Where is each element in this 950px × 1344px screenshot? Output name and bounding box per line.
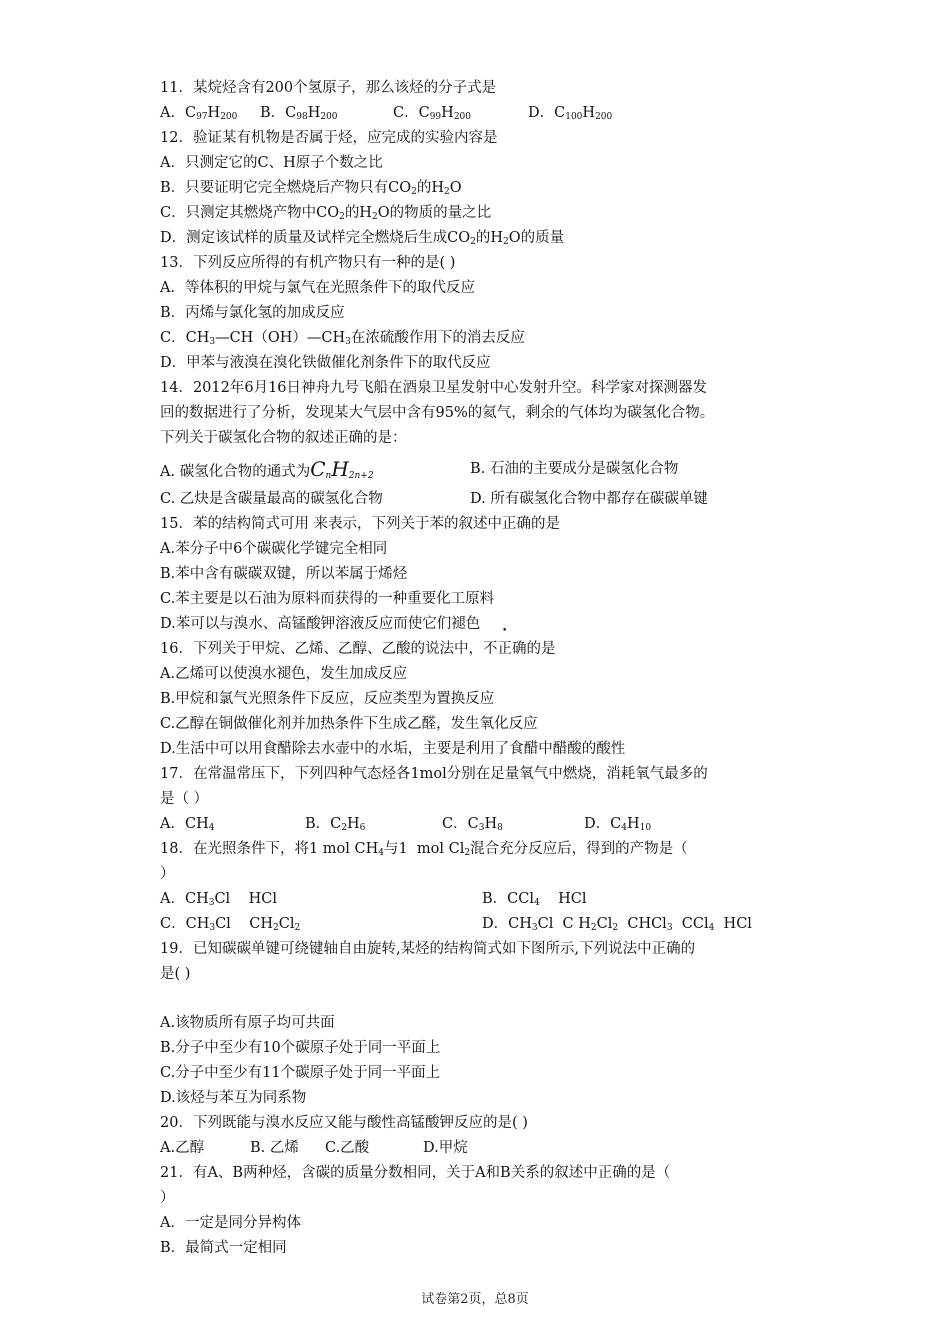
q13-option-b: B．丙烯与氯化氢的加成反应 (160, 305, 345, 321)
q13-stem: 13．下列反应所得的有机产物只有一种的是( ) (160, 255, 456, 271)
q17-options (160, 812, 800, 837)
q12-option-c: C．只测定其燃烧产物中$CO_2$的$H_2O$的物质的量之比 (160, 205, 492, 222)
q16-option-b: B.甲烷和氯气光照条件下反应，反应类型为置换反应 (160, 691, 495, 707)
q17-option-a: A．$CH_4$ (160, 816, 215, 833)
q11-option-b: B．$C_{98}H_{200}$ (260, 105, 338, 122)
q11-option-c: C．$C_{99}H_{200}$ (393, 105, 471, 122)
q18-option-d: D．$CH_3Cl$ C $H_2Cl_2$ CHCl$_3$ CCl$_4$ HCl (482, 916, 752, 933)
q16-stem (160, 637, 800, 662)
q18-stem-1: 18．在光照条件下，将1 mol $CH_4$与1 mol $Cl_2$混合充分反应后，得到的产物是（ (160, 841, 688, 858)
q19-stem-1: 19．已知碳碳单键可绕键轴自由旋转,某烃的结构简式如下图所示,下列说法中正确的 (160, 941, 696, 957)
q13-option-c: C．$CH_3—CH(OH)—CH_3$在浓硫酸作用下的消去反应 (160, 330, 525, 347)
q21-option-a: A．一定是同分异构体 (160, 1215, 301, 1231)
q14-options-row1 (160, 451, 800, 487)
q19-option-a: A.该物质所有原子均可共面 (160, 1015, 335, 1031)
q21-stem-2: ） (160, 1190, 175, 1206)
q19-option-b: B.分子中至少有10个碳原子处于同一平面上 (160, 1040, 441, 1056)
q12-option-b: B．只要证明它完全燃烧后产物只有$CO_2$的$H_2O$ (160, 180, 462, 197)
q19-option-d: D.该烃与苯互为同系物 (160, 1090, 307, 1106)
q14-stem-2: 回的数据进行了分析，发现某大气层中含有95%的氦气，剩余的气体均为碳氢化合物。 (160, 405, 715, 421)
q12-option-a: A．只测定它的C、H原子个数之比 (160, 155, 383, 171)
q20-option-b: B. 乙烯 (250, 1140, 299, 1156)
q21-option-b: B．最简式一定相同 (160, 1240, 287, 1256)
q14-options-row2 (160, 487, 800, 512)
q18-option-c: C．$CH_3Cl$ $CH_2Cl_2$ (160, 916, 301, 933)
q17-option-b: B．$C_2H_6$ (305, 816, 366, 833)
q14-option-b: B. 石油的主要成分是碳氢化合物 (470, 461, 679, 477)
q18-option-a: A．$CH_3Cl$ HCl (160, 891, 277, 908)
q20-option-c: C.乙酸 (325, 1140, 370, 1156)
q19-stem-2: 是( ) (160, 966, 191, 982)
q15-option-a: A.苯分子中6个碳碳化学键完全相同 (160, 541, 388, 557)
q11-stem: 11．某烷烃含有200个氢原子，那么该烃的分子式是 (160, 80, 497, 96)
q18-stem-2: ） (160, 866, 175, 882)
q20-options (160, 1136, 800, 1161)
q17-option-d: D．$C_4H_{10}$ (584, 816, 652, 833)
q13-option-d: D．甲苯与液溴在溴化铁做催化剂条件下的取代反应 (160, 355, 491, 371)
q19-option-c: C.分子中至少有11个碳原子处于同一平面上 (160, 1065, 441, 1081)
q11-option-d: D．$C_{100}H_{200}$ (528, 105, 613, 122)
exam-page (160, 76, 800, 1261)
q20-option-a: A.乙醇 (160, 1140, 205, 1156)
page-footer: 试卷第2页，总8页 (421, 1292, 529, 1307)
q18-options-row1 (160, 887, 800, 912)
q11-option-a: A．$C_{97}H_{200}$ (160, 105, 238, 122)
q14-option-a-text: A. 碳氢化合物的通式为 (160, 464, 311, 480)
q17-stem-2: 是（ ） (160, 791, 209, 807)
q14-option-c: C. 乙炔是含碳量最高的碳氢化合物 (160, 491, 383, 507)
q18-options-row2 (160, 912, 800, 937)
q16-stem-post: 的是 (526, 641, 556, 657)
q12-option-d: D．测定该试样的质量及试样完全燃烧后生成$CO_2$的$H_2O$的质量 (160, 230, 565, 247)
q11-options (160, 101, 800, 126)
q14-stem-3: 下列关于碳氢化合物的叙述正确的是： (160, 430, 407, 446)
q16-stem-pre: 16．下列关于甲烷、乙烯、乙醇、乙酸的说法中， (160, 641, 483, 657)
q14-option-d: D. 所有碳氢化合物中都存在碳碳单键 (470, 491, 708, 507)
q16-option-c: C.乙醇在铜做催化剂并加热条件下生成乙醛，发生氧化反应 (160, 716, 538, 732)
q21-stem-1: 21．有A、B两种烃，含碳的质量分数相同，关于A和B关系的叙述中正确的是（ (160, 1165, 671, 1181)
q16-option-a: A.乙烯可以使溴水褪色，发生加成反应 (160, 666, 408, 682)
q16-option-d: D.生活中可以用食醋除去水壶中的水垢，主要是利用了食醋中醋酸的酸性 (160, 741, 626, 757)
q17-stem-1: 17．在常温常压下，下列四种气态烃各1mol分别在足量氧气中燃烧，消耗氧气最多的 (160, 766, 708, 782)
q14-stem-1: 14．2012年6月16日神舟九号飞船在酒泉卫星发射中心发射升空。科学家对探测器发 (160, 380, 708, 396)
q13-option-a: A．等体积的甲烷与氯气在光照条件下的取代反应 (160, 280, 475, 296)
q18-option-b: B．CCl$_4$ HCl (482, 891, 587, 908)
q14-option-a (160, 451, 470, 487)
q16-emphasis: 不正确 (482, 641, 527, 657)
q15-stem: 15．苯的结构简式可用 来表示，下列关于苯的叙述中正确的是 (160, 516, 561, 532)
q14-formula: $C_nH_{2n+2}$ (310, 457, 374, 481)
q20-option-d: D.甲烷 (423, 1140, 468, 1156)
q15-option-c: C.苯主要是以石油为原料而获得的一种重要化工原料 (160, 591, 495, 607)
q12-stem: 12．验证某有机物是否属于烃，应完成的实验内容是 (160, 130, 498, 146)
q15-option-d: D.苯可以与溴水、高锰酸钾溶液反应而使它们褪色 (160, 616, 481, 632)
q17-option-c: C．$C_3H_8$ (442, 816, 503, 833)
q19-figure-gap (160, 987, 800, 1011)
q20-stem: 20．下列既能与溴水反应又能与酸性高锰酸钾反应的是( ) (160, 1115, 528, 1131)
q15-option-b: B.苯中含有碳碳双键，所以苯属于烯烃 (160, 566, 408, 582)
